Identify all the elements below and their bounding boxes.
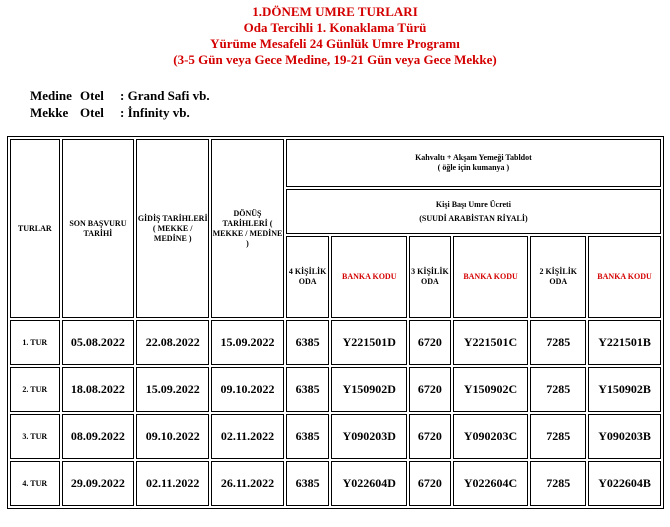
header-program: Yürüme Mesafeli 24 Günlük Umre Programı xyxy=(210,36,460,51)
table-row xyxy=(10,461,661,506)
tour-name: 4. TUR xyxy=(10,461,60,506)
document-header xyxy=(0,4,670,68)
bank-code-3: Y150902C xyxy=(453,367,529,412)
header-room-2: 2 KİŞİLİK ODA xyxy=(530,236,586,318)
header-meal xyxy=(286,139,661,187)
return-date: 26.11.2022 xyxy=(211,461,284,506)
price-2: 7285 xyxy=(530,367,586,412)
meal-note: ( öğle için kumanya ) xyxy=(437,163,510,172)
bank-code-3: Y221501C xyxy=(453,320,529,365)
price-2: 7285 xyxy=(530,461,586,506)
departure-date: 22.08.2022 xyxy=(136,320,209,365)
hotel-row-mekke xyxy=(30,104,210,121)
departure-date: 02.11.2022 xyxy=(136,461,209,506)
hotel-value: : Grand Safi vb. xyxy=(120,88,210,103)
last-apply-date: 18.08.2022 xyxy=(62,367,135,412)
tour-name: 1. TUR xyxy=(10,320,60,365)
price-line: Kişi Başı Umre Ücreti xyxy=(435,199,511,209)
table-row xyxy=(10,367,661,412)
bank-code-2: Y090203B xyxy=(588,414,661,459)
table-row xyxy=(10,414,661,459)
last-apply-date: 29.09.2022 xyxy=(62,461,135,506)
tour-schedule-table xyxy=(7,136,664,509)
bank-code-2: Y221501B xyxy=(588,320,661,365)
table-row xyxy=(10,320,661,365)
hotel-label: Otel xyxy=(80,88,104,103)
bank-code-4: Y022604D xyxy=(331,461,407,506)
price-2: 7285 xyxy=(530,414,586,459)
header-bank-code: BANKA KODU xyxy=(453,236,529,318)
price-4: 6385 xyxy=(286,367,329,412)
header-room-4: 4 KİŞİLİK ODA xyxy=(286,236,329,318)
bank-code-4: Y221501D xyxy=(331,320,407,365)
header-bank-code: BANKA KODU xyxy=(331,236,407,318)
tour-name: 3. TUR xyxy=(10,414,60,459)
hotel-value: : İnfinity vb. xyxy=(120,105,190,120)
header-gidis: GİDİŞ TARİHLERİ ( MEKKE / MEDİNE ) xyxy=(136,139,209,318)
header-price xyxy=(286,189,661,234)
header-son-basvuru: SON BAŞVURU TARİHİ xyxy=(62,139,135,318)
tour-name: 2. TUR xyxy=(10,367,60,412)
price-3: 6720 xyxy=(409,461,450,506)
price-3: 6720 xyxy=(409,320,450,365)
header-room-3: 3 KİŞİLİK ODA xyxy=(409,236,450,318)
hotel-row-medine xyxy=(30,87,210,104)
bank-code-2: Y150902B xyxy=(588,367,661,412)
header-donus: DÖNÜŞ TARİHLERİ ( MEKKE / MEDİNE ) xyxy=(211,139,284,318)
price-3: 6720 xyxy=(409,367,450,412)
price-3: 6720 xyxy=(409,414,450,459)
bank-code-2: Y022604B xyxy=(588,461,661,506)
bank-code-3: Y022604C xyxy=(453,461,529,506)
bank-code-3: Y090203C xyxy=(453,414,529,459)
price-4: 6385 xyxy=(286,320,329,365)
header-turlar: TURLAR xyxy=(10,139,60,318)
return-date: 15.09.2022 xyxy=(211,320,284,365)
hotel-city: Mekke xyxy=(30,105,69,120)
hotel-city: Medine xyxy=(30,88,72,103)
header-bank-code: BANKA KODU xyxy=(588,236,661,318)
hotel-label: Otel xyxy=(80,105,104,120)
price-currency: (SUUDİ ARABİSTAN RİYALİ) xyxy=(419,213,528,223)
header-accommodation: Oda Tercihli 1. Konaklama Türü xyxy=(243,20,427,35)
departure-date: 09.10.2022 xyxy=(136,414,209,459)
bank-code-4: Y150902D xyxy=(331,367,407,412)
bank-code-4: Y090203D xyxy=(331,414,407,459)
return-date: 09.10.2022 xyxy=(211,367,284,412)
departure-date: 15.09.2022 xyxy=(136,367,209,412)
meal-line: Kahvaltı + Akşam Yemeği Tabldot xyxy=(415,153,532,162)
price-4: 6385 xyxy=(286,414,329,459)
header-title: 1.DÖNEM UMRE TURLARI xyxy=(252,4,418,19)
hotel-info xyxy=(30,87,210,121)
header-duration: (3-5 Gün veya Gece Medine, 19-21 Gün veya Gece Mekke) xyxy=(173,52,497,67)
return-date: 02.11.2022 xyxy=(211,414,284,459)
price-4: 6385 xyxy=(286,461,329,506)
price-2: 7285 xyxy=(530,320,586,365)
last-apply-date: 05.08.2022 xyxy=(62,320,135,365)
last-apply-date: 08.09.2022 xyxy=(62,414,135,459)
